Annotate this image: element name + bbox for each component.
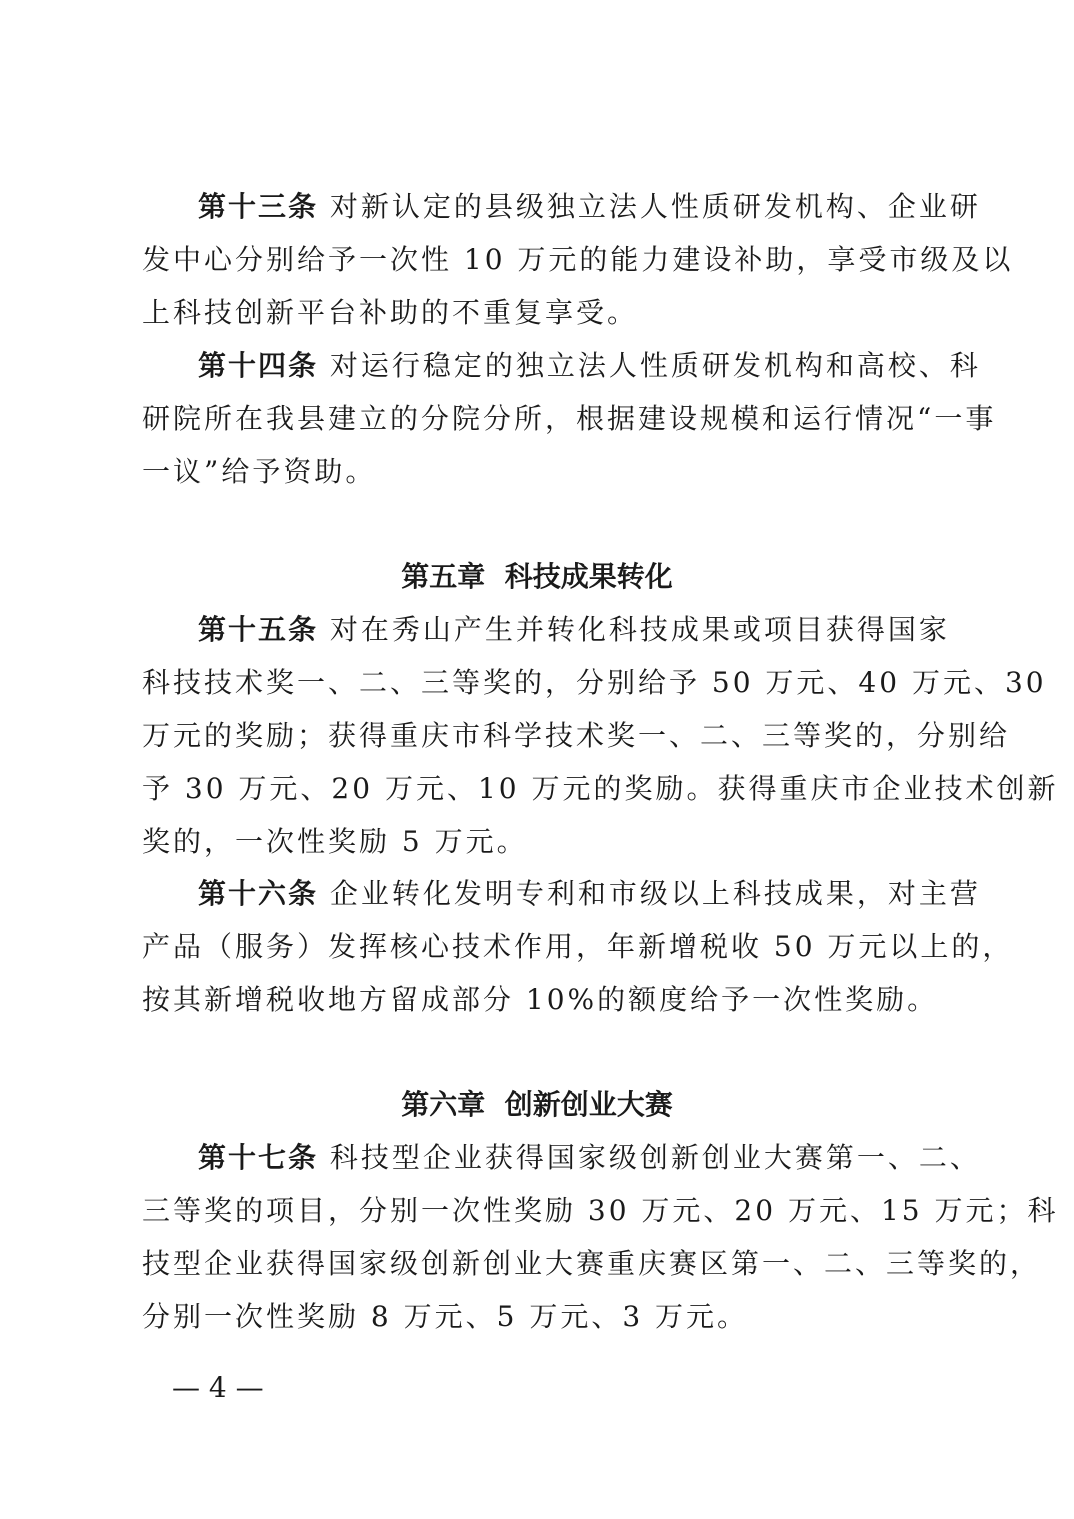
article-13-label: 第十三条 [198,190,319,223]
article-14-label: 第十四条 [198,349,319,382]
page-number: — 4 — [172,1371,264,1404]
chapter-5-title: 第五章 科技成果转化 [401,560,673,593]
article-17-label: 第十七条 [198,1141,319,1174]
article-13-line-3: 上科技创新平台补助的不重复享受。 [142,296,639,329]
article-14-line-3: 一议”给予资助。 [142,455,377,488]
article-17-line-2: 三等奖的项目，分别一次性奖励 30 万元、20 万元、15 万元；科 [142,1194,1059,1227]
article-15-line-5: 奖的，一次性奖励 5 万元。 [142,825,528,858]
article-14-line-2: 研院所在我县建立的分院分所，根据建设规模和运行情况“一事 [142,402,997,435]
article-17-line-4: 分别一次性奖励 8 万元、5 万元、3 万元。 [142,1300,749,1333]
article-15-line-1: 第十五条 对在秀山产生并转化科技成果或项目获得国家 [198,613,950,646]
article-15-line-4: 予 30 万元、20 万元、10 万元的奖励。获得重庆市企业技术创新 [142,772,1059,805]
chapter-6-title: 第六章 创新创业大赛 [401,1088,673,1121]
article-17-line-1: 第十七条 科技型企业获得国家级创新创业大赛第一、二、 [198,1141,981,1174]
article-16-label: 第十六条 [198,877,319,910]
article-15-line-2: 科技技术奖一、二、三等奖的，分别给予 50 万元、40 万元、30 [142,666,1047,699]
article-16-line-3: 按其新增税收地方留成部分 10%的额度给予一次性奖励。 [142,983,939,1016]
article-16-line-1: 第十六条 企业转化发明专利和市级以上科技成果，对主营 [198,877,981,910]
article-16-line-2: 产品（服务）发挥核心技术作用，年新增税收 50 万元以上的， [142,930,1014,963]
article-13-line-1: 第十三条 对新认定的县级独立法人性质研发机构、企业研 [198,190,981,223]
article-15-line-3: 万元的奖励；获得重庆市科学技术奖一、二、三等奖的，分别给 [142,719,1011,752]
article-14-line-1: 第十四条 对运行稳定的独立法人性质研发机构和高校、科 [198,349,981,382]
article-15-label: 第十五条 [198,613,319,646]
article-17-line-3: 技型企业获得国家级创新创业大赛重庆赛区第一、二、三等奖的， [142,1247,1042,1280]
article-13-line-2: 发中心分别给予一次性 10 万元的能力建设补助，享受市级及以 [142,243,1014,276]
